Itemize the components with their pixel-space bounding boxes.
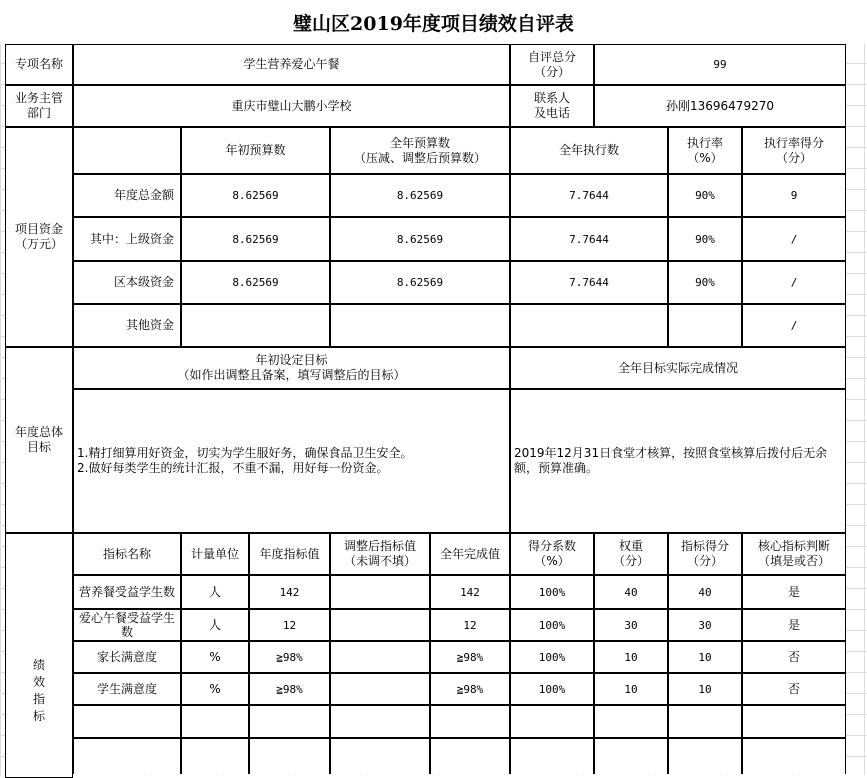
- funds-col-header: 执行率 （%）: [668, 127, 742, 174]
- indicator-weight-cell[interactable]: 40: [594, 575, 668, 609]
- empty-cell[interactable]: [181, 705, 249, 738]
- fund-rate-cell[interactable]: [668, 304, 742, 347]
- indicator-adjusted-cell[interactable]: [330, 609, 430, 641]
- empty-cell[interactable]: [249, 705, 330, 738]
- empty-cell[interactable]: [249, 738, 330, 774]
- indicator-core-cell[interactable]: 是: [742, 575, 846, 609]
- empty-cell[interactable]: [430, 738, 510, 774]
- indicator-col-header: 权重 （分）: [594, 533, 668, 575]
- indicator-col-header: 调整后指标值 （未调不填）: [330, 533, 430, 575]
- fund-initial-cell[interactable]: 8.62569: [181, 174, 330, 217]
- funds-corner-cell[interactable]: [73, 127, 181, 174]
- actual-goal-header: 全年目标实际完成情况: [510, 347, 846, 389]
- contact-value-cell[interactable]: 孙刚13696479270: [594, 85, 846, 127]
- fund-score-cell[interactable]: /: [742, 304, 846, 347]
- actual-goal-text-cell[interactable]: 2019年12月31日食堂才核算，按照食堂核算后拨付后无余额，预算准确。: [510, 389, 846, 533]
- indicator-col-header: 指标名称: [73, 533, 181, 575]
- empty-cell[interactable]: [73, 705, 181, 738]
- indicator-adjusted-cell[interactable]: [330, 673, 430, 705]
- indicator-target-cell[interactable]: 12: [249, 609, 330, 641]
- indicator-core-cell[interactable]: 否: [742, 673, 846, 705]
- empty-cell[interactable]: [73, 738, 181, 774]
- fund-rate-cell[interactable]: 90%: [668, 217, 742, 261]
- funds-section-label: 项目资金 （万元）: [5, 127, 73, 347]
- indicator-col-header: 核心指标判断 （填是或否）: [742, 533, 846, 575]
- indicator-completed-cell[interactable]: 142: [430, 575, 510, 609]
- indicator-core-cell[interactable]: 是: [742, 609, 846, 641]
- empty-cell[interactable]: [668, 705, 742, 738]
- indicator-coef-cell[interactable]: 100%: [510, 641, 594, 673]
- initial-goal-text-cell[interactable]: 1.精打细算用好资金，切实为学生服好务，确保食品卫生安全。 2.做好每类学生的统计汇报，不重不漏，用好每一份资金。: [73, 389, 510, 533]
- fund-executed-cell[interactable]: [510, 304, 668, 347]
- fund-score-cell[interactable]: /: [742, 217, 846, 261]
- indicator-col-header: 指标得分 （分）: [668, 533, 742, 575]
- indicator-score-cell[interactable]: 10: [668, 673, 742, 705]
- empty-cell[interactable]: [330, 738, 430, 774]
- indicator-weight-cell[interactable]: 30: [594, 609, 668, 641]
- indicator-coef-cell[interactable]: 100%: [510, 575, 594, 609]
- contact-label: 联系人 及电话: [510, 85, 594, 127]
- fund-row-label: 其中：上级资金: [73, 217, 181, 261]
- dept-label: 业务主管 部门: [5, 85, 73, 127]
- empty-cell[interactable]: [742, 738, 846, 774]
- indicator-name-cell[interactable]: 学生满意度: [73, 673, 181, 705]
- dept-name-cell[interactable]: 重庆市璧山大鹏小学校: [73, 85, 510, 127]
- fund-row-label: 年度总金额: [73, 174, 181, 217]
- fund-executed-cell[interactable]: 7.7644: [510, 261, 668, 304]
- indicator-target-cell[interactable]: ≧98%: [249, 673, 330, 705]
- indicator-coef-cell[interactable]: 100%: [510, 609, 594, 641]
- indicator-col-header: 计量单位: [181, 533, 249, 575]
- fund-row-label: 区本级资金: [73, 261, 181, 304]
- funds-col-header: 全年预算数 （压减、调整后预算数）: [330, 127, 510, 174]
- initial-goal-header: 年初设定目标 （如作出调整且备案，填写调整后的目标）: [73, 347, 510, 389]
- indicator-unit-cell[interactable]: %: [181, 673, 249, 705]
- indicator-completed-cell[interactable]: ≧98%: [430, 641, 510, 673]
- empty-cell[interactable]: [594, 705, 668, 738]
- indicator-core-cell[interactable]: 否: [742, 641, 846, 673]
- fund-score-cell[interactable]: /: [742, 261, 846, 304]
- funds-col-header: 年初预算数: [181, 127, 330, 174]
- score-value-cell[interactable]: 99: [594, 44, 846, 85]
- fund-row-label: 其他资金: [73, 304, 181, 347]
- score-label: 自评总分 （分）: [510, 44, 594, 85]
- indicator-target-cell[interactable]: 142: [249, 575, 330, 609]
- fund-executed-cell[interactable]: 7.7644: [510, 217, 668, 261]
- empty-cell[interactable]: [594, 738, 668, 774]
- fund-executed-cell[interactable]: 7.7644: [510, 174, 668, 217]
- indicator-weight-cell[interactable]: 10: [594, 673, 668, 705]
- indicator-adjusted-cell[interactable]: [330, 641, 430, 673]
- indicator-col-header: 年度指标值: [249, 533, 330, 575]
- fund-rate-cell[interactable]: 90%: [668, 261, 742, 304]
- indicator-unit-cell[interactable]: 人: [181, 575, 249, 609]
- indicator-adjusted-cell[interactable]: [330, 575, 430, 609]
- project-label: 专项名称: [5, 44, 73, 85]
- fund-annual-cell[interactable]: 8.62569: [330, 217, 510, 261]
- indicators-section-label: 绩 效 指 标: [5, 533, 73, 778]
- empty-cell[interactable]: [430, 705, 510, 738]
- funds-col-header: 执行率得分 （分）: [742, 127, 846, 174]
- indicator-score-cell[interactable]: 30: [668, 609, 742, 641]
- indicator-score-cell[interactable]: 10: [668, 641, 742, 673]
- indicator-col-header: 全年完成值: [430, 533, 510, 575]
- indicator-name-cell[interactable]: 家长满意度: [73, 641, 181, 673]
- indicator-target-cell[interactable]: ≧98%: [249, 641, 330, 673]
- page-title: 璧山区2019年度项目绩效自评表: [0, 0, 867, 44]
- goals-section-label: 年度总体 目标: [5, 347, 73, 533]
- indicator-weight-cell[interactable]: 10: [594, 641, 668, 673]
- project-name-cell[interactable]: 学生营养爱心午餐: [73, 44, 510, 85]
- fund-annual-cell[interactable]: 8.62569: [330, 261, 510, 304]
- empty-cell[interactable]: [510, 738, 594, 774]
- fund-initial-cell[interactable]: [181, 304, 330, 347]
- fund-initial-cell[interactable]: 8.62569: [181, 217, 330, 261]
- funds-col-header: 全年执行数: [510, 127, 668, 174]
- indicator-completed-cell[interactable]: 12: [430, 609, 510, 641]
- indicator-unit-cell[interactable]: 人: [181, 609, 249, 641]
- fund-rate-cell[interactable]: 90%: [668, 174, 742, 217]
- empty-cell[interactable]: [181, 738, 249, 774]
- fund-score-cell[interactable]: 9: [742, 174, 846, 217]
- indicator-name-cell[interactable]: 营养餐受益学生数: [73, 575, 181, 609]
- indicator-name-cell[interactable]: 爱心午餐受益学生数: [73, 609, 181, 641]
- indicator-score-cell[interactable]: 40: [668, 575, 742, 609]
- indicator-col-header: 得分系数 （%）: [510, 533, 594, 575]
- fund-annual-cell[interactable]: 8.62569: [330, 174, 510, 217]
- indicator-completed-cell[interactable]: ≧98%: [430, 673, 510, 705]
- empty-cell[interactable]: [742, 705, 846, 738]
- empty-cell[interactable]: [510, 705, 594, 738]
- empty-cell[interactable]: [330, 705, 430, 738]
- indicator-unit-cell[interactable]: %: [181, 641, 249, 673]
- fund-annual-cell[interactable]: [330, 304, 510, 347]
- indicator-coef-cell[interactable]: 100%: [510, 673, 594, 705]
- fund-initial-cell[interactable]: 8.62569: [181, 261, 330, 304]
- empty-cell[interactable]: [668, 738, 742, 774]
